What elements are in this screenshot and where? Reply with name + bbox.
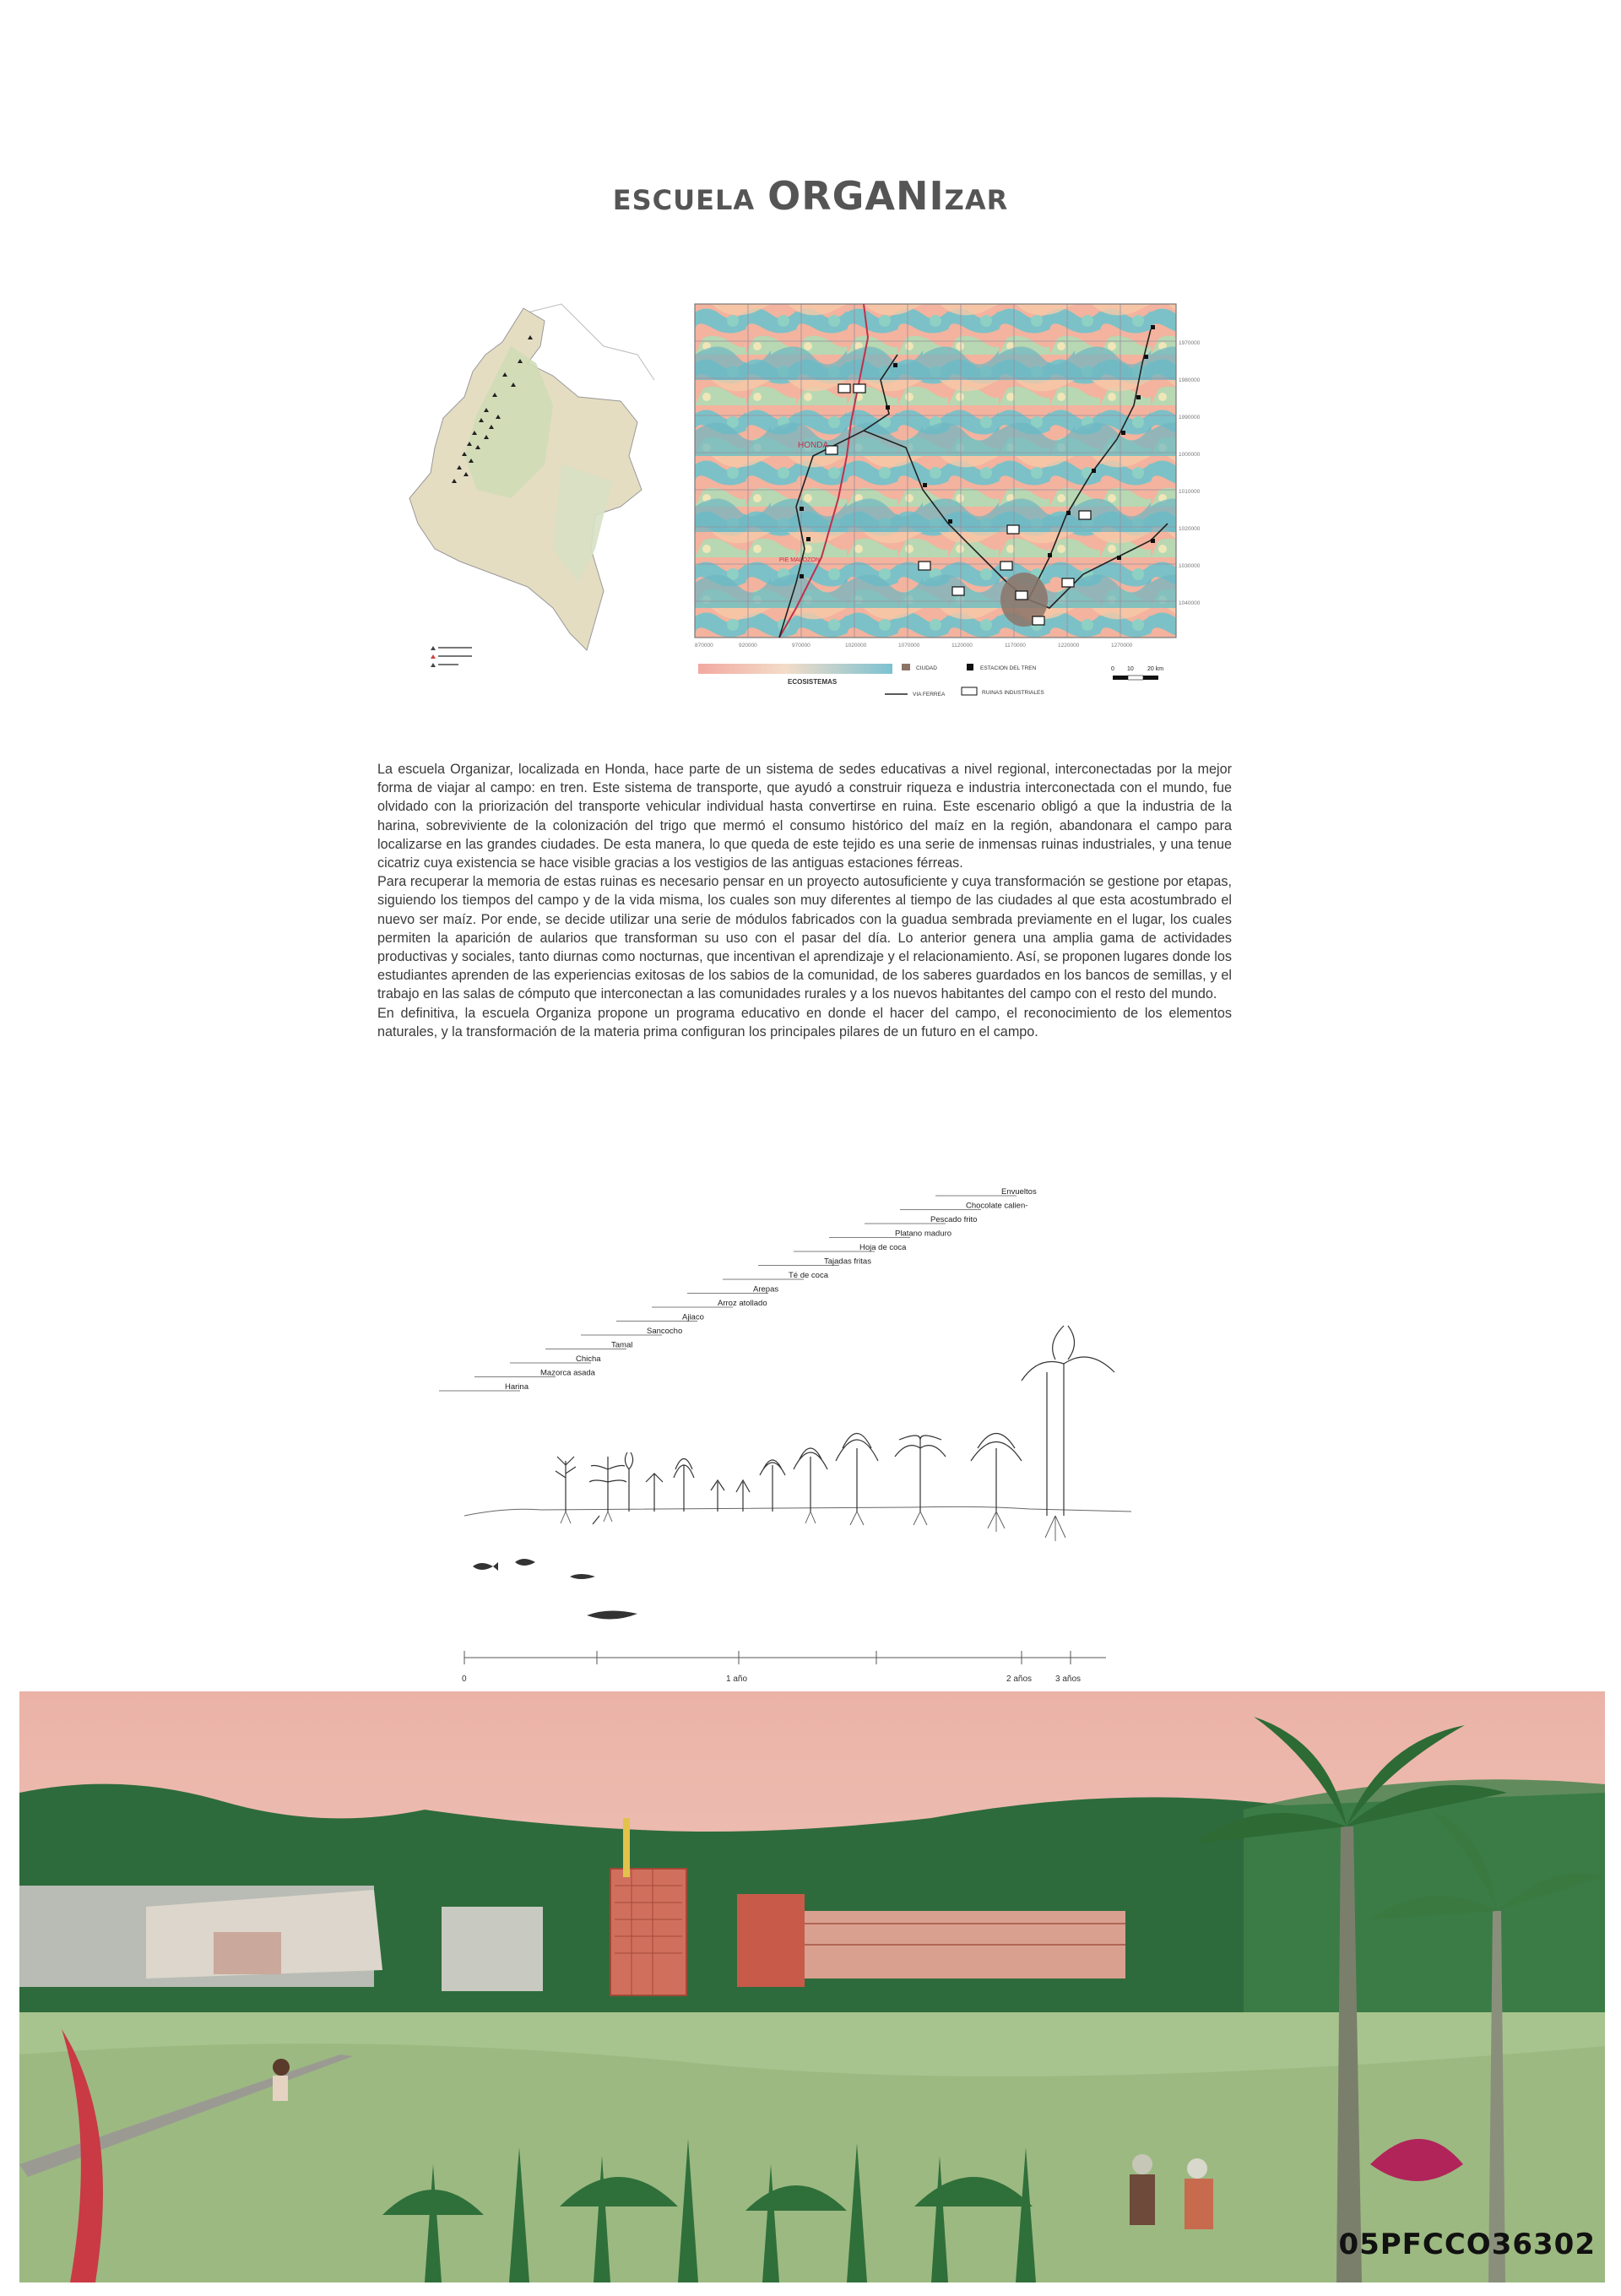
svg-text:1990000: 1990000 bbox=[1179, 415, 1201, 421]
map-legend-small bbox=[431, 646, 472, 667]
timeline-label: 1 año bbox=[726, 1675, 748, 1684]
crops-diagram bbox=[439, 1178, 1182, 1685]
svg-text:20 km: 20 km bbox=[1147, 666, 1164, 672]
food-label: Envueltos bbox=[1001, 1187, 1037, 1197]
food-label: Harina bbox=[505, 1382, 529, 1392]
svg-text:870000: 870000 bbox=[695, 643, 713, 649]
svg-text:920000: 920000 bbox=[739, 643, 757, 649]
svg-text:1020000: 1020000 bbox=[845, 643, 867, 649]
svg-text:1970000: 1970000 bbox=[1179, 340, 1201, 346]
legend-city: CIUDAD bbox=[916, 665, 937, 671]
food-label: Mazorca asada bbox=[540, 1368, 595, 1378]
food-label: Tamal bbox=[611, 1340, 633, 1350]
svg-text:1020000: 1020000 bbox=[1179, 526, 1201, 532]
page-title bbox=[0, 173, 1621, 219]
timeline bbox=[462, 1651, 1106, 1684]
timeline-label: 0 bbox=[462, 1675, 467, 1684]
legend-railway: VIA FERREA bbox=[913, 692, 946, 697]
city-swatch bbox=[902, 664, 910, 670]
map-legend bbox=[695, 657, 1193, 704]
legend-station: ESTACION DEL TREN bbox=[980, 665, 1037, 671]
svg-text:1010000: 1010000 bbox=[1179, 489, 1201, 495]
food-label: Platano maduro bbox=[895, 1229, 952, 1239]
food-label: Ajiaco bbox=[682, 1312, 704, 1322]
legend-ruins: RUINAS INDUSTRIALES bbox=[982, 690, 1044, 696]
ruins-swatch bbox=[962, 687, 977, 695]
station-swatch bbox=[967, 664, 973, 670]
food-label: Arroz atollado bbox=[718, 1299, 767, 1308]
svg-text:1170000: 1170000 bbox=[1005, 643, 1026, 649]
venezuela-outline bbox=[528, 304, 654, 380]
food-label: Sancocho bbox=[647, 1327, 683, 1336]
timeline-label: 3 años bbox=[1055, 1675, 1082, 1684]
food-label: Chicha bbox=[576, 1354, 601, 1364]
x-axis-ticks bbox=[695, 643, 1133, 649]
title-main: ORGANI bbox=[767, 173, 945, 219]
landscape-illustration bbox=[19, 1691, 1605, 2282]
food-labels bbox=[439, 1187, 1037, 1392]
svg-text:10: 10 bbox=[1127, 666, 1134, 672]
paragraph: Para recuperar la memoria de estas ruinas es necesario pensar en un proyecto autosuficiente y cuya transformación se gestione por etapas, siguiendo los tiempos del campo y de la vida misma, los cuales son muy diferentes al tiempo de las ciudades al que esta acostumbrado el nuevo ser maíz. Por ende, se decide utilizar una serie de módulos fabricados con la guadua sembrada previamente en el lugar, los cuales permiten la aparición de aularios que transforman su uso con el pasar del día. Lo anterior genera una amplia gama de actividades productivas y sociales, tanto diurnas como nocturnas, que incentivan el aprendizaje y el relacionamiento. Así, se proponen lugares donde los estudiantes aprenden de las experiencias exitosas de los sabios de la comunidad, de los saberes guardados en los bancos de semillas, y el trabajo en las salas de cómputo que interconectan a las comunidades rurales y a los nuevos habitantes del campo con el resto del mundo. bbox=[377, 874, 1232, 1002]
fish bbox=[473, 1559, 637, 1620]
svg-text:970000: 970000 bbox=[792, 643, 810, 649]
svg-text:1120000: 1120000 bbox=[951, 643, 973, 649]
paragraph: En definitiva, la escuela Organiza propone un programa educativo en donde el hacer del campo, el reconocimiento de los elementos naturales, y la transformación de la materia prima configuran los principales pilares de un futuro en el campo. bbox=[377, 1005, 1232, 1039]
food-label: Pescado frito bbox=[930, 1215, 978, 1224]
title-prefix: ESCUELA bbox=[612, 184, 756, 216]
plants bbox=[556, 1326, 1114, 1524]
svg-text:1000000: 1000000 bbox=[1179, 452, 1201, 458]
svg-text:1040000: 1040000 bbox=[1179, 600, 1201, 606]
town-label-pie-malozon: PIE MALOZON bbox=[779, 557, 820, 563]
y-axis-ticks bbox=[1179, 340, 1201, 606]
food-label: Arepas bbox=[753, 1284, 779, 1295]
svg-text:1220000: 1220000 bbox=[1058, 643, 1080, 649]
food-label: Té de coca bbox=[789, 1271, 828, 1280]
legend-ecosystems: ECOSISTEMAS bbox=[788, 678, 838, 686]
svg-text:0: 0 bbox=[1111, 666, 1114, 672]
roots bbox=[561, 1512, 1065, 1541]
eco-map-overlay bbox=[695, 304, 1176, 638]
svg-text:1270000: 1270000 bbox=[1111, 643, 1133, 649]
colombia-map bbox=[384, 296, 667, 688]
regional-map bbox=[695, 304, 1201, 654]
food-label: Hoja de coca bbox=[859, 1243, 907, 1252]
ecosystem-gradient bbox=[698, 664, 892, 674]
scale-bar bbox=[1111, 666, 1163, 680]
town-label-honda: HONDA bbox=[798, 441, 829, 450]
timeline-label: 2 años bbox=[1006, 1675, 1033, 1684]
title-suffix: ZAR bbox=[944, 184, 1009, 216]
paragraph: La escuela Organizar, localizada en Honda, hace parte de un sistema de sedes educativas a nivel regional, interconectadas por la mejor forma de viajar al campo: en tren. Este sistema de transporte, que ayudó a construir riqueza e industria interconectada con el mundo, fue olvidado con la priorización del transporte vehicular individual hasta convertirse en ruina. Este escenario obligó a que la industria de la harina, sobreviviente de la colonización del trigo que mermó el consumo histórico del maíz en la región, abandonara el campo para localizarse en las grandes ciudades. De esta manera, lo que queda de este tejido es una serie de inmensas ruinas industriales, y una tenue cicatriz cuya existencia se hace visible gracias a los vestigios de las antiguas estaciones férreas. bbox=[377, 762, 1232, 871]
food-label: Chocolate calien- bbox=[966, 1201, 1028, 1211]
svg-text:1030000: 1030000 bbox=[1179, 563, 1201, 569]
svg-text:1980000: 1980000 bbox=[1179, 377, 1201, 383]
svg-text:1070000: 1070000 bbox=[898, 643, 920, 649]
food-label: Tajadas fritas bbox=[824, 1257, 871, 1267]
body-text bbox=[377, 760, 1232, 1041]
project-code: 05PFCCO36302 bbox=[1338, 2228, 1596, 2261]
